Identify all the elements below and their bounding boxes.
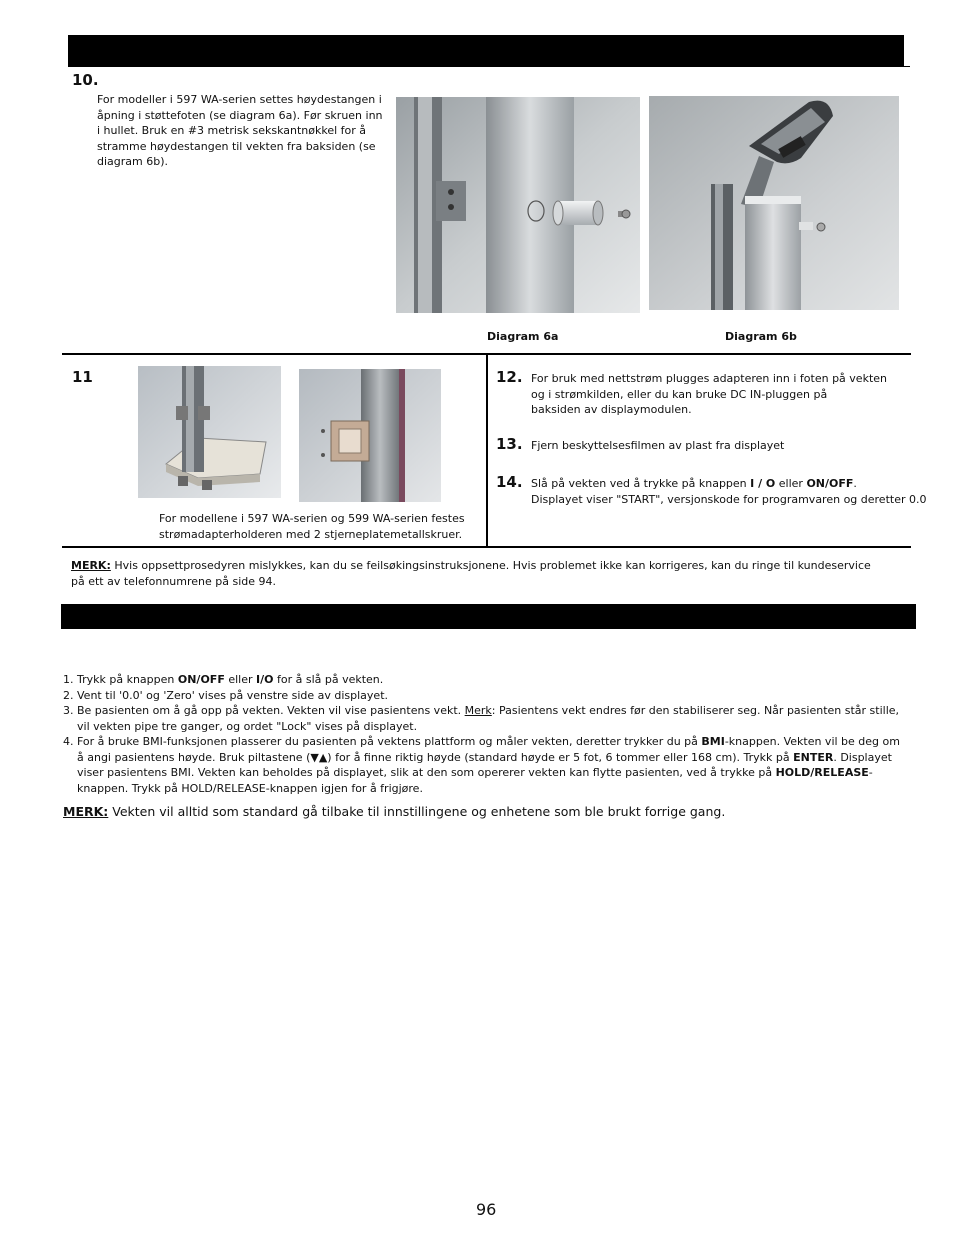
step-14-line2: Displayet viser "START", versjonskode for programvaren og deretter 0.0 (531, 493, 927, 506)
step-13-text: Fjern beskyttelsesfilmen av plast fra displayet (531, 439, 785, 452)
step-12-line2: og i strømkilden, eller du kan bruke DC IN-pluggen på (531, 388, 828, 401)
page-number: 96 (476, 1200, 497, 1219)
divider-bottom (62, 546, 911, 548)
step-11-image-scale (138, 366, 281, 498)
step-11-number: 11 (72, 368, 93, 386)
operating-instructions (63, 672, 909, 796)
step-12-line3: baksiden av displaymodulen. (531, 403, 692, 416)
instruction-list (63, 672, 909, 796)
instruction-2: 2. Vent til '0.0' og 'Zero' vises på venstre side av displayet. (77, 688, 909, 704)
step-11-image-bracket (299, 369, 441, 502)
note-1-label: MERK: (71, 559, 111, 572)
diagram-6a-image (396, 97, 640, 313)
note-2-label: MERK: (63, 804, 109, 819)
step-11-caption-line1: For modellene i 597 WA-serien og 599 WA-serien festes (159, 512, 465, 525)
step-14-number: 14. (496, 473, 523, 491)
step-14-key-onoff: ON/OFF (806, 477, 854, 490)
step-14-line1 (531, 476, 857, 492)
note-1-text: Hvis oppsettprosedyren mislykkes, kan du se feilsøkingsinstruksjonene. Hvis problemet ikke kan korrigeres, kan du ringe til kundeservice på ett av telefonnumrene på side 94. (71, 559, 871, 588)
step-14-post: . (853, 477, 857, 490)
step-10-text: For modeller i 597 WA-serien settes høydestangen i åpning i støttefoten (se diagram 6a). Før skruen inn i hullet. Bruk en #3 metrisk sekskantnøkkel for å stramme høydestangen til vekten fra baksiden (se diagram 6b). (97, 93, 383, 168)
header-underline (68, 66, 910, 67)
instruction-1: 1. Trykk på knappen ON/OFF eller I/O for å slå på vekten. (77, 672, 909, 688)
note-2-text: Vekten vil alltid som standard gå tilbake til innstillingene og enhetene som ble brukt forrige gang. (108, 804, 726, 819)
step-11-caption-line2: strømadapterholderen med 2 stjerneplatemetallskruer. (159, 528, 463, 541)
instruction-3: 3. Be pasienten om å gå opp på vekten. Vekten vil vise pasientens vekt. Merk: Pasientens vekt endres før den stabiliserer seg. Når pasienten står stille, vil vekten pipe tre ganger, og ordet "Lock" vises på displayet. (77, 703, 909, 734)
step-14-mid: eller (775, 477, 807, 490)
diagram-6b-caption: Diagram 6b (725, 330, 797, 343)
step-14-key-io: I / O (750, 477, 776, 490)
step-14-pre: Slå på vekten ved å trykke på knappen (531, 477, 751, 490)
diagram-6a-caption: Diagram 6a (487, 330, 559, 343)
section-header-bar-bottom (61, 604, 916, 629)
step-12-line1: For bruk med nettstrøm plugges adapteren inn i foten på vekten (531, 372, 887, 385)
note-default-settings (63, 804, 725, 819)
divider-vertical (486, 353, 488, 548)
diagram-6b-image (649, 96, 899, 310)
note-setup-failure (71, 558, 871, 589)
step-13-number: 13. (496, 435, 523, 453)
step-10-number: 10. (72, 71, 99, 89)
section-header-bar-top (68, 35, 904, 67)
instruction-4: 4. For å bruke BMI-funksjonen plasserer du pasienten på vektens plattform og måler vekten, deretter trykker du på BMI-knappen. Vekten vil be deg om å angi pasientens høyde. Bruk piltastene (▼▲) for å finne riktig høyde (standard høyde er 5 fot, 6 tommer eller 168 cm). Trykk på ENTER. Displayet viser pasientens BMI. Vekten kan beholdes på displayet, slik at den som opererer vekten kan flytte pasienten, ved å trykke på HOLD/RELEASE-knappen. Trykk på HOLD/RELEASE-knappen igjen for å frigjøre. (77, 734, 909, 796)
step-12-number: 12. (496, 368, 523, 386)
